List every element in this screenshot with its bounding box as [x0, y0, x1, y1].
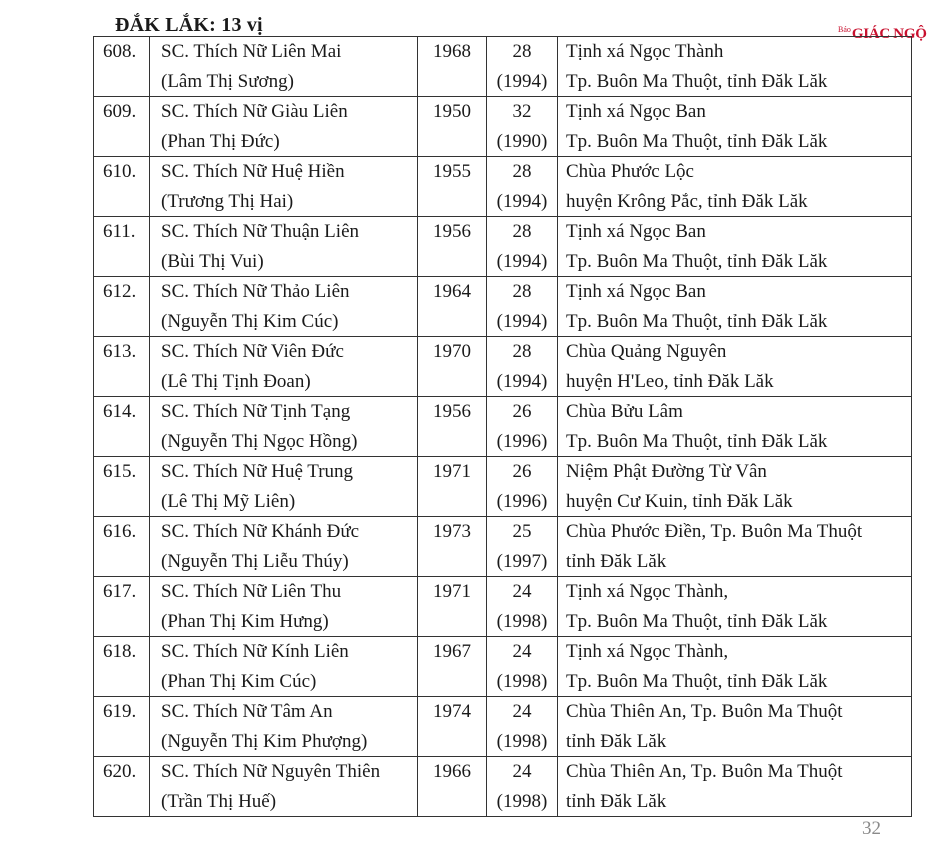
place-cell [558, 457, 912, 517]
birth-year-cell [418, 217, 487, 277]
dharma-name: SC. Thích Nữ Liên Thu [161, 581, 342, 602]
age-cell [487, 277, 558, 337]
place-line-2: Tp. Buôn Ma Thuột, tỉnh Đăk Lăk [566, 670, 828, 692]
birth-year: 1971 [433, 581, 471, 602]
age-cell [487, 337, 558, 397]
age-value: 32 [512, 101, 532, 122]
place-line-2: huyện Krông Pắc, tỉnh Đăk Lăk [566, 190, 808, 212]
place-cell [558, 397, 912, 457]
table-row [94, 337, 912, 397]
place-line-1: Chùa Thiên An, Tp. Buôn Ma Thuột [566, 761, 843, 782]
birth-year: 1968 [433, 41, 471, 62]
birth-year-cell [418, 277, 487, 337]
place-line-2: huyện H'Leo, tỉnh Đăk Lăk [566, 370, 774, 392]
row-number-cell [94, 517, 150, 577]
table-row [94, 217, 912, 277]
birth-year: 1970 [433, 341, 471, 362]
age-year: (1990) [496, 130, 548, 152]
row-number-cell [94, 637, 150, 697]
page-number: 32 [862, 818, 881, 839]
birth-year: 1964 [433, 281, 471, 302]
dharma-name: SC. Thích Nữ Liên Mai [161, 41, 342, 62]
birth-year-cell [418, 457, 487, 517]
birth-year: 1966 [433, 761, 471, 782]
name-cell [150, 97, 418, 157]
age-cell [487, 97, 558, 157]
age-year: (1994) [496, 310, 548, 332]
row-number-cell [94, 337, 150, 397]
age-cell [487, 577, 558, 637]
place-line-1: Chùa Bửu Lâm [566, 401, 683, 422]
table-row [94, 757, 912, 817]
place-cell [558, 637, 912, 697]
name-cell [150, 757, 418, 817]
place-cell [558, 577, 912, 637]
age-year: (1998) [496, 790, 548, 812]
row-number: 618. [103, 641, 137, 662]
age-cell [487, 697, 558, 757]
age-value: 28 [512, 221, 532, 242]
age-cell [487, 757, 558, 817]
row-number-cell [94, 97, 150, 157]
dharma-name: SC. Thích Nữ Kính Liên [161, 641, 349, 662]
place-cell [558, 517, 912, 577]
place-line-1: Tịnh xá Ngọc Thành, [566, 641, 729, 662]
table-row [94, 637, 912, 697]
name-cell [150, 457, 418, 517]
age-value: 28 [512, 161, 532, 182]
place-line-2: Tp. Buôn Ma Thuột, tỉnh Đăk Lăk [566, 610, 828, 632]
row-number: 609. [103, 101, 137, 122]
row-number: 614. [103, 401, 137, 422]
row-number: 617. [103, 581, 137, 602]
row-number-cell [94, 697, 150, 757]
place-line-1: Chùa Phước Điền, Tp. Buôn Ma Thuột [566, 521, 863, 542]
age-year: (1994) [496, 250, 548, 272]
name-cell [150, 517, 418, 577]
age-value: 28 [512, 281, 532, 302]
row-number: 613. [103, 341, 137, 362]
birth-year: 1974 [433, 701, 471, 722]
birth-year: 1956 [433, 401, 471, 422]
dharma-name: SC. Thích Nữ Tịnh Tạng [161, 401, 351, 422]
age-value: 28 [512, 341, 532, 362]
table-row [94, 457, 912, 517]
lay-name: (Lê Thị Mỹ Liên) [161, 490, 296, 512]
dharma-name: SC. Thích Nữ Thảo Liên [161, 281, 350, 302]
logo-prefix: Báo [838, 25, 851, 34]
dharma-name: SC. Thích Nữ Tâm An [161, 701, 333, 722]
age-value: 25 [512, 521, 532, 542]
place-line-1: Niệm Phật Đường Từ Vân [566, 461, 767, 482]
place-cell [558, 157, 912, 217]
row-number-cell [94, 37, 150, 97]
row-number: 608. [103, 41, 137, 62]
birth-year: 1955 [433, 161, 471, 182]
age-year: (1994) [496, 190, 548, 212]
row-number-cell [94, 397, 150, 457]
age-cell [487, 37, 558, 97]
row-number: 612. [103, 281, 137, 302]
lay-name: (Trương Thị Hai) [161, 190, 294, 212]
place-line-2: Tp. Buôn Ma Thuột, tỉnh Đăk Lăk [566, 70, 828, 92]
name-cell [150, 37, 418, 97]
name-cell [150, 337, 418, 397]
table-row [94, 697, 912, 757]
row-number: 615. [103, 461, 137, 482]
place-line-2: Tp. Buôn Ma Thuột, tỉnh Đăk Lăk [566, 430, 828, 452]
section-heading: ĐẮK LẮK: 13 vị [115, 14, 263, 36]
birth-year-cell [418, 577, 487, 637]
birth-year: 1950 [433, 101, 471, 122]
lay-name: (Nguyễn Thị Liễu Thúy) [161, 550, 349, 572]
place-line-1: Chùa Quảng Nguyên [566, 341, 727, 362]
lay-name: (Phan Thị Kim Cúc) [161, 670, 317, 692]
place-line-2: huyện Cư Kuin, tỉnh Đăk Lăk [566, 490, 793, 512]
name-cell [150, 157, 418, 217]
place-line-1: Tịnh xá Ngọc Thành, [566, 581, 729, 602]
birth-year: 1967 [433, 641, 471, 662]
place-line-1: Tịnh xá Ngọc Ban [566, 221, 706, 242]
lay-name: (Lâm Thị Sương) [161, 70, 294, 92]
birth-year-cell [418, 697, 487, 757]
row-number: 610. [103, 161, 137, 182]
table-row [94, 37, 912, 97]
age-value: 24 [512, 641, 532, 662]
age-year: (1994) [496, 70, 548, 92]
dharma-name: SC. Thích Nữ Thuận Liên [161, 221, 359, 242]
name-cell [150, 217, 418, 277]
lay-name: (Phan Thị Đức) [161, 130, 280, 152]
age-year: (1994) [496, 370, 548, 392]
place-cell [558, 697, 912, 757]
birth-year-cell [418, 157, 487, 217]
place-line-2: tỉnh Đăk Lăk [566, 550, 667, 572]
place-cell [558, 757, 912, 817]
place-line-1: Chùa Phước Lộc [566, 161, 694, 182]
dharma-name: SC. Thích Nữ Huệ Hiền [161, 161, 345, 182]
name-cell [150, 397, 418, 457]
birth-year: 1973 [433, 521, 471, 542]
lay-name: (Nguyễn Thị Ngọc Hồng) [161, 430, 358, 452]
row-number-cell [94, 577, 150, 637]
name-cell [150, 577, 418, 637]
dharma-name: SC. Thích Nữ Khánh Đức [161, 521, 360, 542]
age-year: (1996) [496, 490, 548, 512]
row-number-cell [94, 457, 150, 517]
age-cell [487, 637, 558, 697]
place-cell [558, 37, 912, 97]
table-row [94, 157, 912, 217]
place-line-2: tỉnh Đăk Lăk [566, 790, 667, 812]
birth-year-cell [418, 97, 487, 157]
place-line-1: Tịnh xá Ngọc Thành [566, 41, 724, 62]
age-value: 24 [512, 761, 532, 782]
lay-name: (Trần Thị Huế) [161, 790, 277, 812]
age-value: 28 [512, 41, 532, 62]
row-number-cell [94, 277, 150, 337]
name-cell [150, 697, 418, 757]
age-cell [487, 157, 558, 217]
birth-year-cell [418, 337, 487, 397]
place-line-1: Tịnh xá Ngọc Ban [566, 101, 706, 122]
place-cell [558, 277, 912, 337]
row-number-cell [94, 757, 150, 817]
dharma-name: SC. Thích Nữ Huệ Trung [161, 461, 354, 482]
age-value: 26 [512, 401, 532, 422]
age-value: 24 [512, 701, 532, 722]
place-line-1: Tịnh xá Ngọc Ban [566, 281, 706, 302]
age-year: (1996) [496, 430, 548, 452]
age-cell [487, 517, 558, 577]
name-cell [150, 637, 418, 697]
dharma-name: SC. Thích Nữ Nguyên Thiên [161, 761, 381, 782]
row-number-cell [94, 217, 150, 277]
logo-name: GIÁC NGỘ [851, 26, 927, 42]
place-cell [558, 337, 912, 397]
dharma-name: SC. Thích Nữ Viên Đức [161, 341, 344, 362]
place-line-2: Tp. Buôn Ma Thuột, tỉnh Đăk Lăk [566, 250, 828, 272]
birth-year: 1971 [433, 461, 471, 482]
birth-year: 1956 [433, 221, 471, 242]
place-line-1: Chùa Thiên An, Tp. Buôn Ma Thuột [566, 701, 843, 722]
age-cell [487, 397, 558, 457]
age-year: (1997) [496, 550, 548, 572]
table-row [94, 97, 912, 157]
row-number-cell [94, 157, 150, 217]
age-value: 26 [512, 461, 532, 482]
place-line-2: tỉnh Đăk Lăk [566, 730, 667, 752]
row-number: 619. [103, 701, 137, 722]
lay-name: (Nguyễn Thị Kim Cúc) [161, 310, 339, 332]
place-cell [558, 217, 912, 277]
table-row [94, 517, 912, 577]
age-year: (1998) [496, 730, 548, 752]
row-number: 616. [103, 521, 137, 542]
age-year: (1998) [496, 670, 548, 692]
table-row [94, 277, 912, 337]
place-line-2: Tp. Buôn Ma Thuột, tỉnh Đăk Lăk [566, 130, 828, 152]
lay-name: (Bùi Thị Vui) [161, 250, 264, 272]
table-row [94, 577, 912, 637]
row-number: 620. [103, 761, 137, 782]
nuns-table [93, 36, 912, 817]
lay-name: (Nguyễn Thị Kim Phượng) [161, 730, 368, 752]
age-value: 24 [512, 581, 532, 602]
lay-name: (Lê Thị Tịnh Đoan) [161, 370, 311, 392]
birth-year-cell [418, 37, 487, 97]
name-cell [150, 277, 418, 337]
birth-year-cell [418, 397, 487, 457]
place-cell [558, 97, 912, 157]
age-year: (1998) [496, 610, 548, 632]
place-line-2: Tp. Buôn Ma Thuột, tỉnh Đăk Lăk [566, 310, 828, 332]
table-row [94, 397, 912, 457]
table-body [94, 37, 912, 817]
lay-name: (Phan Thị Kim Hưng) [161, 610, 329, 632]
dharma-name: SC. Thích Nữ Giàu Liên [161, 101, 348, 122]
age-cell [487, 217, 558, 277]
birth-year-cell [418, 517, 487, 577]
birth-year-cell [418, 757, 487, 817]
birth-year-cell [418, 637, 487, 697]
age-cell [487, 457, 558, 517]
row-number: 611. [103, 221, 136, 242]
